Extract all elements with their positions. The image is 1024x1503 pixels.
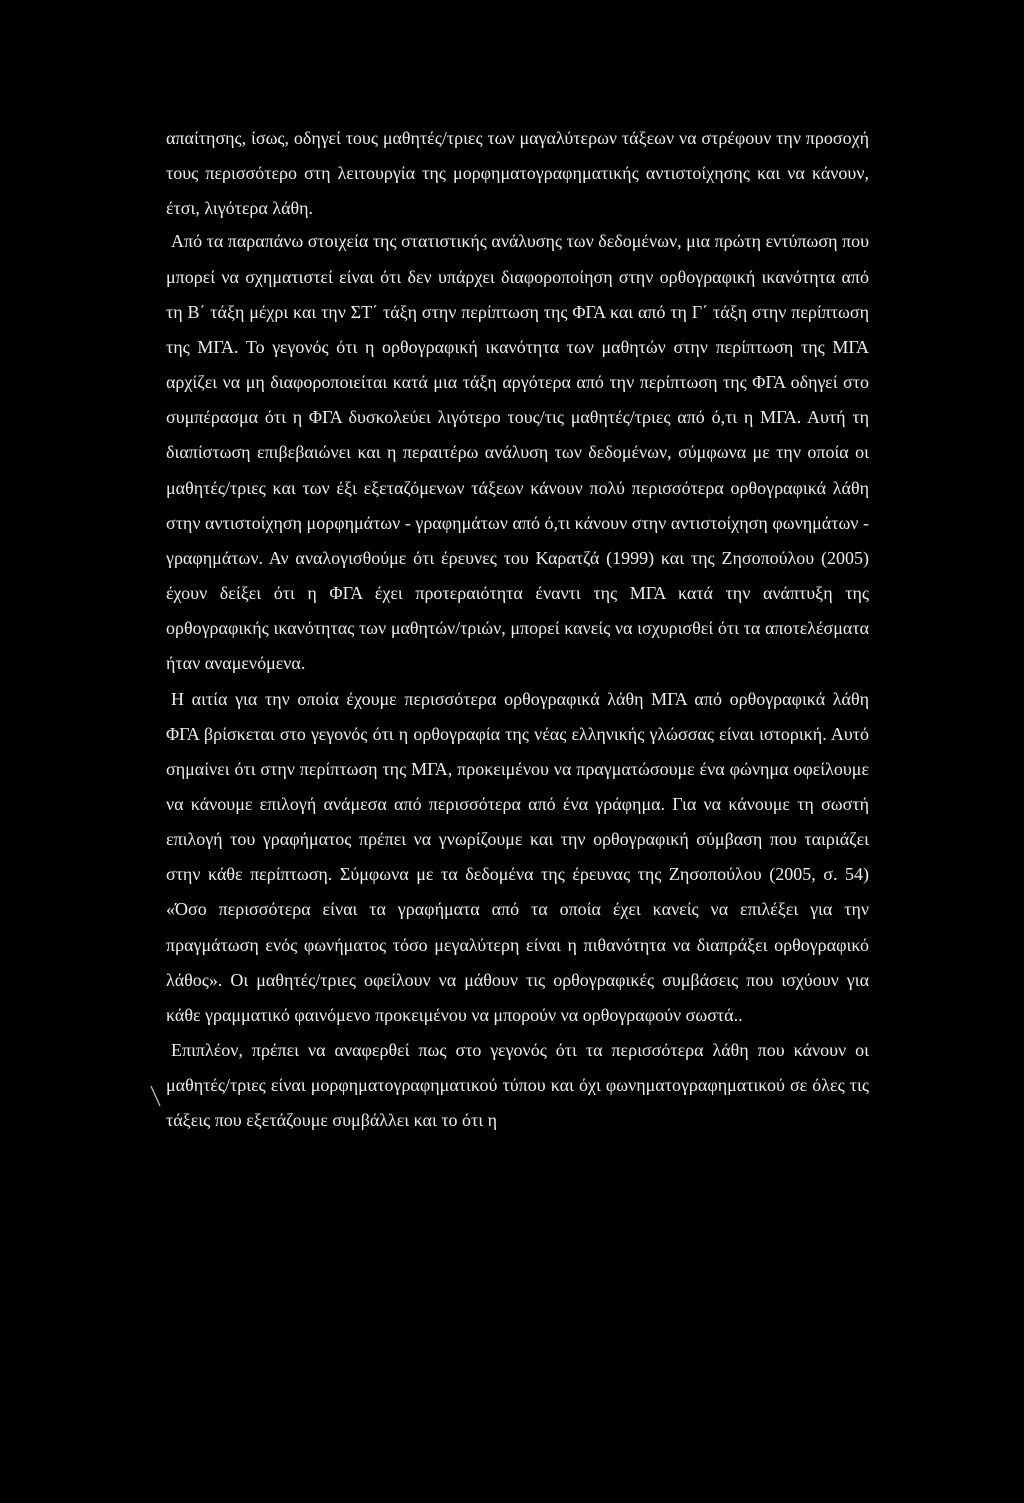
margin-pen-mark <box>150 1085 164 1109</box>
body-text <box>166 121 869 1139</box>
paragraph-additionally: Επιπλέον, πρέπει να αναφερθεί πως στο γεγονός ότι τα περισσότερα λάθη που κάνουν οι μαθητές/τριες είναι μορφηματογραφηματικού τύπου και όχι φωνηματογραφηματικού σε όλες τις τάξεις που εξετάζουμε συμβάλλει και το ότι η <box>166 1040 869 1131</box>
paragraph-error-cause: Η αιτία για την οποία έχουμε περισσότερα ορθογραφικά λάθη ΜΓΑ από ορθογραφικά λάθη ΦΓΑ βρίσκεται στο γεγονός ότι η ορθογραφία της νέας ελληνικής γλώσσας είναι ιστορική. Αυτό σημαίνει ότι στην περίπτωση της ΜΓΑ, προκειμένου να πραγματώσουμε ένα φώνημα οφείλουμε να κάνουμε επιλογή ανάμεσα από περισσότερα από ένα γράφημα. Για να κάνουμε τη σωστή επιλογή του γραφήματος πρέπει να γνωρίζουμε και την ορθογραφική σύμβαση που ταιριάζει στην κάθε περίπτωση. Σύμφωνα με τα δεδομένα της έρευνας της Ζησοπούλου (2005, σ. 54) «Όσο περισσότερα είναι τα γραφήματα από τα οποία έχει κανείς να επιλέξει για την πραγμάτωση ενός φωνήματος τόσο μεγαλύτερη είναι η πιθανότητα να διαπράξει ορθογραφικό λάθος». Οι μαθητές/τριες οφείλουν να μάθουν τις ορθογραφικές συμβάσεις που ισχύουν για κάθε γραμματικό φαινόμενο προκειμένου να μπορούν να ορθογραφούν σωστά.. <box>166 688 869 1025</box>
paragraph-statistical-analysis: Από τα παραπάνω στοιχεία της στατιστικής ανάλυσης των δεδομένων, μια πρώτη εντύπωση που μπορεί να σχηματιστεί είναι ότι δεν υπάρχει διαφοροποίηση στην ορθογραφική ικανότητα από τη Β΄ τάξη μέχρι και την ΣΤ΄ τάξη στην περίπτωση της ΦΓΑ και από τη Γ΄ τάξη στην περίπτωση της ΜΓΑ. Το γεγονός ότι η ορθογραφική ικανότητα των μαθητών στην περίπτωση της ΜΓΑ αρχίζει να μη διαφοροποιείται κατά μια τάξη αργότερα από την περίπτωση της ΦΓΑ οδηγεί στο συμπέρασμα ότι η ΦΓΑ δυσκολεύει λιγότερο τους/τις μαθητές/τριες από ό,τι η ΜΓΑ. Αυτή τη διαπίστωση επιβεβαιώνει και η περαιτέρω ανάλυση των δεδομένων, σύμφωνα με την οποία οι μαθητές/τριες και των έξι εξεταζόμενων τάξεων κάνουν πολύ περισσότερα ορθογραφικά λάθη στην αντιστοίχηση μορφημάτων - γραφημάτων από ό,τι κάνουν στην αντιστοίχηση φωνημάτων - γραφημάτων. Αν αναλογισθούμε ότι έρευνες του Καρατζά (1999) και της Ζησοπούλου (2005) έχουν δείξει ότι η ΦΓΑ έχει προτεραιότητα έναντι της ΜΓΑ κατά την ανάπτυξη της ορθογραφικής ικανότητας των μαθητών/τριών, μπορεί κανείς να ισχυρισθεί ότι τα αποτελέσματα ήταν αναμενόμενα. <box>166 231 869 674</box>
paragraph-continuation: απαίτησης, ίσως, οδηγεί τους μαθητές/τριες των μαγαλύτερων τάξεων να στρέφουν την προσοχή τους περισσότερο στη λειτουργία της μορφηματογραφηματικής αντιστοίχησης και να κάνουν, έτσι, λιγότερα λάθη. <box>166 128 869 219</box>
